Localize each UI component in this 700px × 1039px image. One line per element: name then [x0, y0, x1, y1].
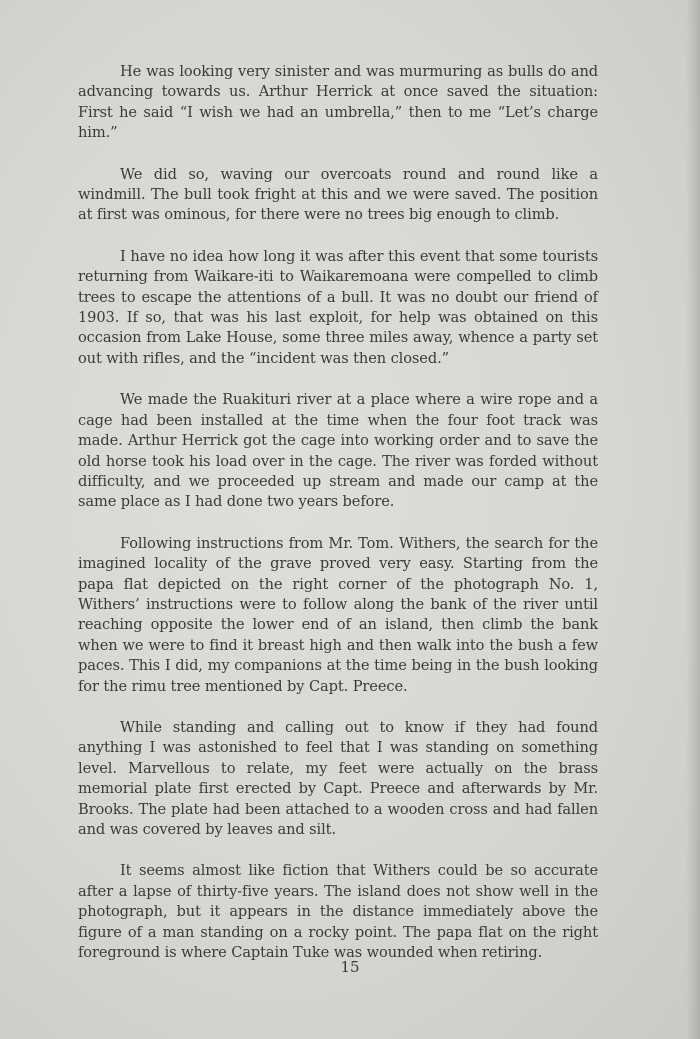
paragraph-6: While standing and calling out to know if they had found anything I was astonished to feel that I was standing on something level. Marvellous to relate, my feet were actually on the brass memorial plate first erected by Capt. Preece and afterwards by Mr. Brooks. The plate had been attached to a wooden cross and had fallen and was covered by leaves and silt. [78, 718, 598, 838]
page-number: 15 [340, 958, 360, 976]
paragraph-3: I have no idea how long it was after this event that some tourists returning from Waikare-iti to Waikaremoana were compelled to climb trees to escape the attentions of a bull. It was no doubt our friend of 1903. If so, that was his last exploit, for help was obtained on this occasion from Lake House, some three miles away, whence a party set out with rifles, and the “incident was then closed.” [78, 247, 598, 367]
paragraph-7: It seems almost like fiction that Withers could be so accurate after a lapse of thirty-five years. The island does not show well in the photograph, but it appears in the distance immediately above the figure of a man standing on a rocky point. The papa flat on the right foreground is where Captain Tuke was wounded when retiring. [78, 862, 598, 962]
body-text [78, 62, 598, 984]
paragraph-1: He was looking very sinister and was murmuring as bulls do and advancing towards us. Arthur Herrick at once saved the situation: First he said “I wish we had an umbrella,” then to me “Let’s charge him.” [78, 63, 598, 142]
paragraph-4: We made the Ruakituri river at a place where a wire rope and a cage had been installed at the time when the four foot track was made. Arthur Herrick got the cage into working order and to save the old horse took his load over in the cage. The river was forded without difficulty, and we proceeded up stream and made our camp at the same place as I had done two years before. [78, 391, 598, 511]
paragraph-2: We did so, waving our overcoats round and round like a windmill. The bull took fright at this and we were saved. The position at first was ominous, for there were no trees big enough to climb. [78, 165, 598, 224]
paragraph-5: Following instructions from Mr. Tom. Withers, the search for the imagined locality of the grave proved very easy. Starting from the papa flat depicted on the right corner of the photograph No. 1, Withers’ instructions were to follow along the bank of the river until reaching opposite the lower end of an island, then climb the bank when we were to find it breast high and then walk into the bush a few paces. This I did, my companions at the time being in the bush looking for the rimu tree mentioned by Capt. Preece. [78, 534, 598, 695]
